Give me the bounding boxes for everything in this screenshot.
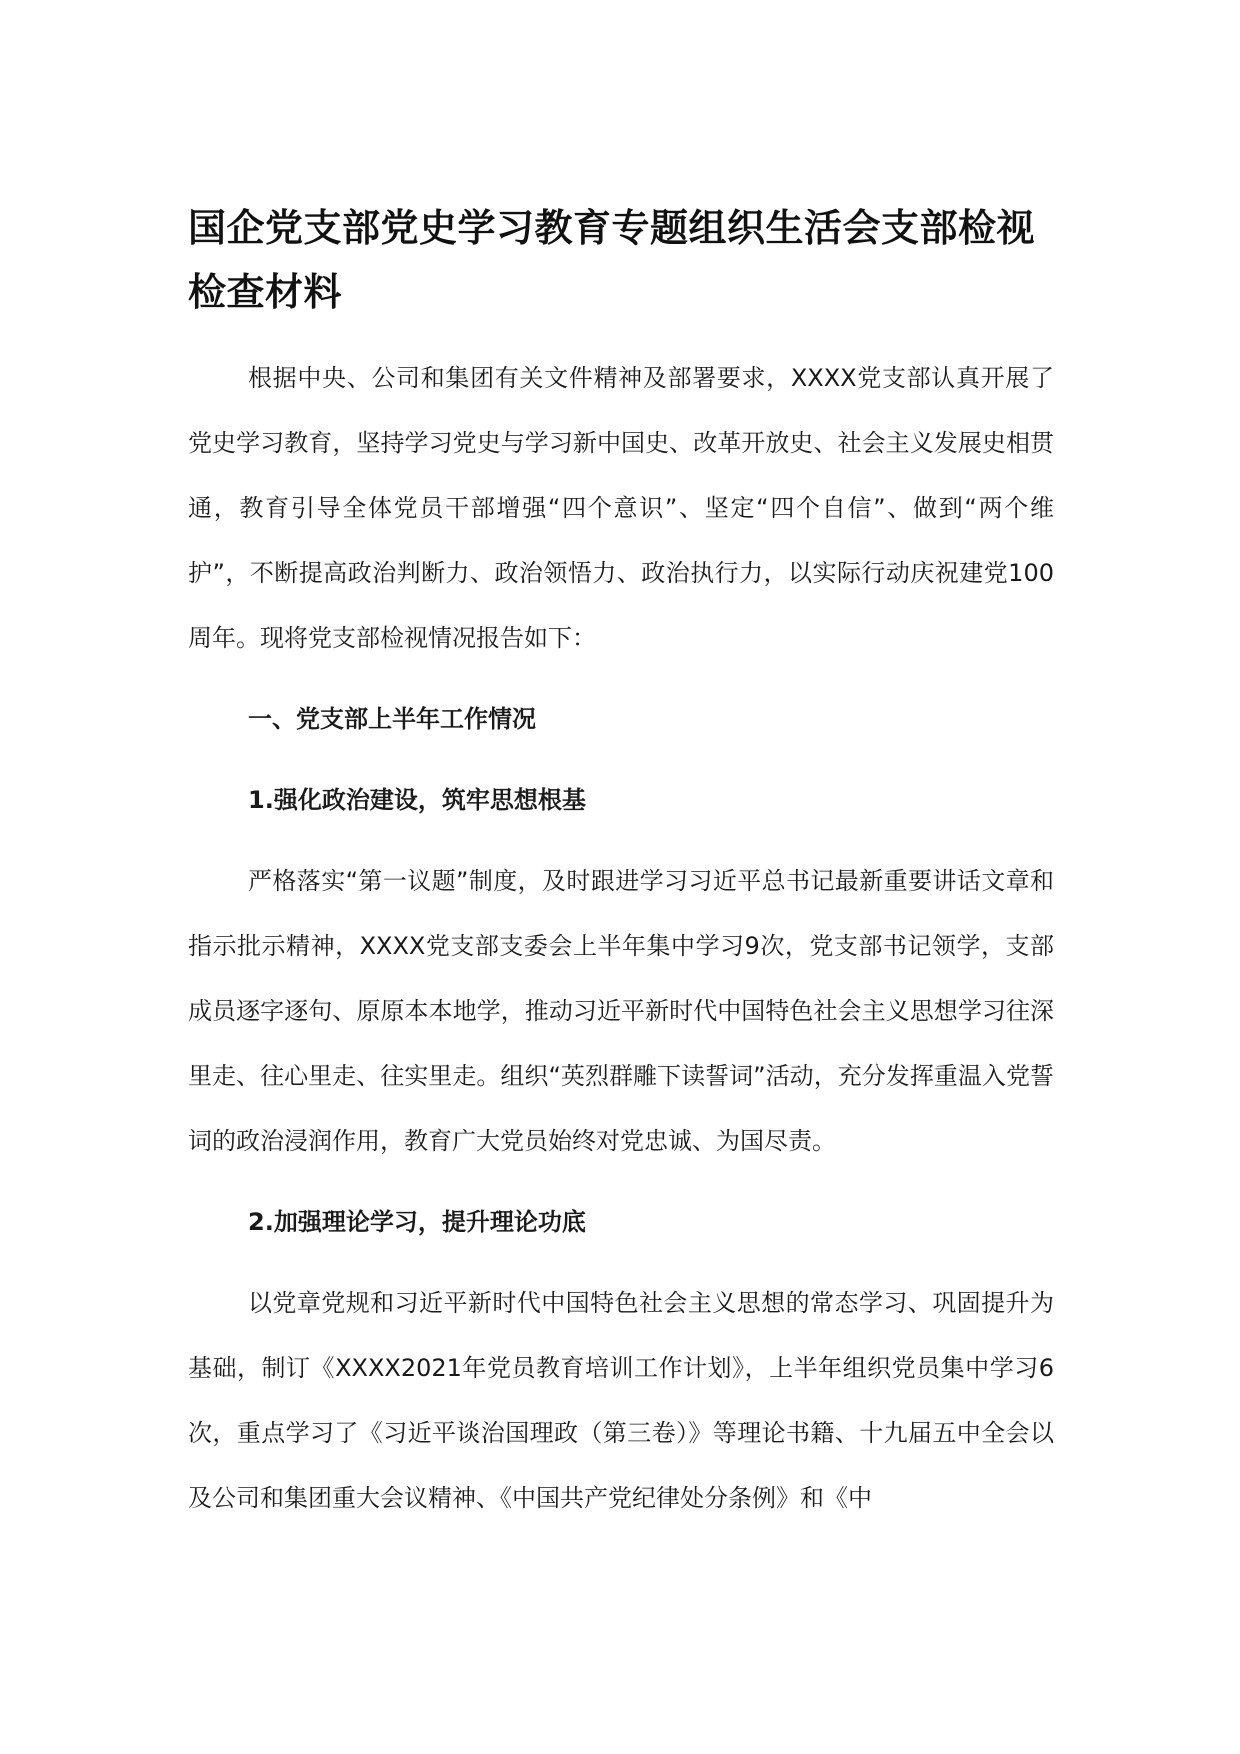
intro-paragraph: 根据中央、公司和集团有关文件精神及部署要求，XXXX党支部认真开展了党史学习教育，坚持学习党史与学习新中国史、改革开放史、社会主义发展史相贯通，教育引导全体党员干部增强“四个意识”、坚定“四个自信”、做到“两个维护”，不断提高政治判断力、政治领悟力、政治执行力，以实际行动庆祝建党100周年。现将党支部检视情况报告如下： <box>188 364 1054 652</box>
section-heading: 一、党支部上半年工作情况 <box>248 705 536 733</box>
subsection-body-political: 严格落实“第一议题”制度，及时跟进学习习近平总书记最新重要讲话文章和指示批示精神，XXXX党支部支委会上半年集中学习9次，党支部书记领学，支部成员逐字逐句、原原本本地学，推动习近平新时代中国特色社会主义思想学习往深里走、往心里走、往实里走。组织“英烈群雕下读誓词”活动，充分发挥重温入党誓词的政治浸润作用，教育广大党员始终对党忠诚、为国尽责。 <box>188 867 1054 1155</box>
document-page <box>188 196 1054 1531</box>
subsection-body-theory: 以党章党规和习近平新时代中国特色社会主义思想的常态学习、巩固提升为基础，制订《XXXX2021年党员教育培训工作计划》，上半年组织党员集中学习6次，重点学习了《习近平谈治国理政（第三卷）》等理论书籍、十九届五中全会以及公司和集团重大会议精神、《中国共产党纪律处分条例》和《中 <box>188 1289 1054 1512</box>
document-title: 国企党支部党史学习教育专题组织生活会支部检视检查材料 <box>188 206 1036 314</box>
subsection-heading-theory: 2.加强理论学习，提升理论功底 <box>248 1208 586 1236</box>
subsection-heading-political: 1.强化政治建设，筑牢思想根基 <box>248 786 586 814</box>
